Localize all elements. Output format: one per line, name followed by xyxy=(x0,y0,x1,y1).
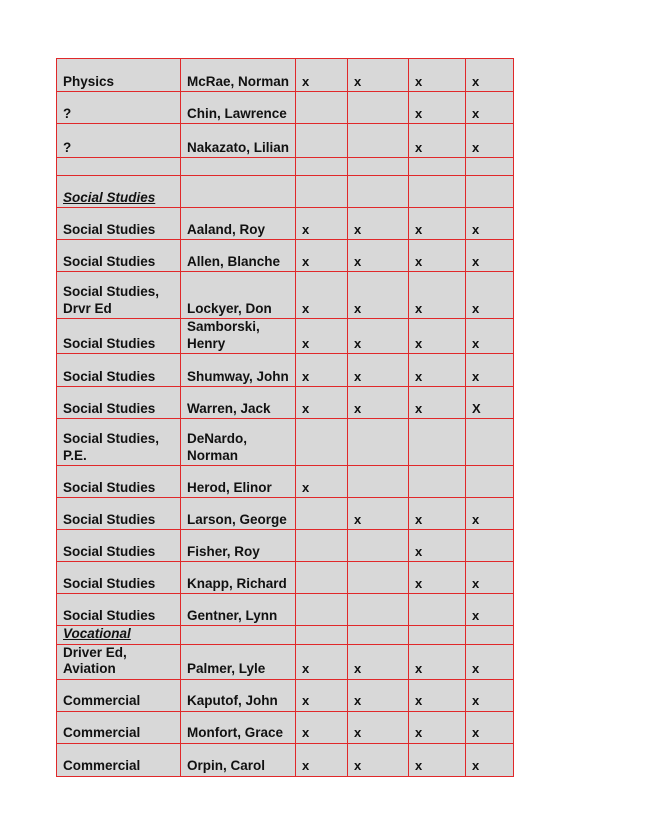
mark-cell-1: x xyxy=(296,466,348,498)
table-row xyxy=(57,711,514,743)
mark-cell-4: x xyxy=(466,319,514,354)
mark-cell-4: x xyxy=(466,354,514,387)
teacher-cell: Allen, Blanche xyxy=(181,240,296,272)
mark-cell-3: x xyxy=(409,354,466,387)
mark-cell-2: x xyxy=(348,743,409,776)
teacher-cell: Nakazato, Lilian xyxy=(181,124,296,158)
mark-cell-2 xyxy=(348,419,409,466)
subject-cell: Social Studies xyxy=(57,387,181,419)
subject-cell: Physics xyxy=(57,59,181,92)
mark-cell-2: x xyxy=(348,498,409,530)
teacher-cell: Monfort, Grace xyxy=(181,711,296,743)
teacher-cell: Samborski, Henry xyxy=(181,319,296,354)
teacher-cell: Orpin, Carol xyxy=(181,743,296,776)
teacher-cell: Chin, Lawrence xyxy=(181,92,296,124)
teacher-cell: Fisher, Roy xyxy=(181,530,296,562)
table-row xyxy=(57,387,514,419)
mark-cell-2: x xyxy=(348,319,409,354)
mark-cell-2: x xyxy=(348,711,409,743)
mark-cell-2: x xyxy=(348,354,409,387)
mark-cell-4 xyxy=(466,158,514,176)
subject-cell: Social Studies xyxy=(57,240,181,272)
subject-cell: Social Studies xyxy=(57,208,181,240)
subject-cell: Social Studies xyxy=(57,498,181,530)
mark-cell-4: x xyxy=(466,272,514,319)
mark-cell-2 xyxy=(348,158,409,176)
subject-cell: Social Studies xyxy=(57,562,181,594)
mark-cell-2: x xyxy=(348,272,409,319)
mark-cell-1: x xyxy=(296,272,348,319)
table-row xyxy=(57,644,514,679)
mark-cell-1: x xyxy=(296,711,348,743)
mark-cell-3: x xyxy=(409,562,466,594)
table-row xyxy=(57,419,514,466)
teacher-cell xyxy=(181,176,296,208)
mark-cell-1 xyxy=(296,594,348,626)
subject-cell: Social Studies xyxy=(57,466,181,498)
mark-cell-4: x xyxy=(466,208,514,240)
teacher-cell: Aaland, Roy xyxy=(181,208,296,240)
teacher-cell: Larson, George xyxy=(181,498,296,530)
section-title: Vocational xyxy=(57,626,181,645)
mark-cell-4: x xyxy=(466,711,514,743)
table-row xyxy=(57,498,514,530)
mark-cell-3: x xyxy=(409,319,466,354)
teacher-cell: Herod, Elinor xyxy=(181,466,296,498)
mark-cell-4 xyxy=(466,530,514,562)
subject-cell: Driver Ed, Aviation xyxy=(57,644,181,679)
mark-cell-2: x xyxy=(348,679,409,711)
table-row xyxy=(57,319,514,354)
subject-cell xyxy=(57,158,181,176)
teacher-cell: McRae, Norman xyxy=(181,59,296,92)
staff-table xyxy=(56,58,514,777)
subject-cell: Social Studies xyxy=(57,530,181,562)
mark-cell-4: x xyxy=(466,240,514,272)
mark-cell-1: x xyxy=(296,743,348,776)
table-row xyxy=(57,208,514,240)
mark-cell-3: x xyxy=(409,92,466,124)
mark-cell-1 xyxy=(296,626,348,645)
subject-cell: Social Studies, P.E. xyxy=(57,419,181,466)
teacher-cell: Kaputof, John xyxy=(181,679,296,711)
table-row xyxy=(57,530,514,562)
mark-cell-4 xyxy=(466,626,514,645)
mark-cell-4: x xyxy=(466,124,514,158)
mark-cell-3: x xyxy=(409,387,466,419)
mark-cell-4: x xyxy=(466,562,514,594)
mark-cell-4: X xyxy=(466,387,514,419)
mark-cell-3 xyxy=(409,419,466,466)
mark-cell-3 xyxy=(409,176,466,208)
teacher-cell: DeNardo, Norman xyxy=(181,419,296,466)
mark-cell-2: x xyxy=(348,59,409,92)
mark-cell-2: x xyxy=(348,644,409,679)
mark-cell-4: x xyxy=(466,644,514,679)
mark-cell-1 xyxy=(296,498,348,530)
mark-cell-3 xyxy=(409,466,466,498)
mark-cell-3: x xyxy=(409,679,466,711)
subject-cell: Social Studies xyxy=(57,354,181,387)
section-header-row xyxy=(57,626,514,645)
teacher-cell xyxy=(181,626,296,645)
teacher-cell: Knapp, Richard xyxy=(181,562,296,594)
mark-cell-1: x xyxy=(296,319,348,354)
staff-table-body xyxy=(57,59,514,777)
section-title: Social Studies xyxy=(57,176,181,208)
subject-cell: ? xyxy=(57,92,181,124)
mark-cell-2 xyxy=(348,562,409,594)
teacher-cell: Gentner, Lynn xyxy=(181,594,296,626)
table-row xyxy=(57,158,514,176)
mark-cell-1 xyxy=(296,419,348,466)
mark-cell-1: x xyxy=(296,208,348,240)
mark-cell-3: x xyxy=(409,530,466,562)
table-row xyxy=(57,240,514,272)
table-row xyxy=(57,59,514,92)
mark-cell-2: x xyxy=(348,208,409,240)
subject-cell: Social Studies xyxy=(57,594,181,626)
mark-cell-2 xyxy=(348,594,409,626)
mark-cell-4: x xyxy=(466,498,514,530)
mark-cell-4: x xyxy=(466,679,514,711)
mark-cell-2 xyxy=(348,530,409,562)
mark-cell-3: x xyxy=(409,240,466,272)
table-row xyxy=(57,594,514,626)
mark-cell-3 xyxy=(409,626,466,645)
mark-cell-3: x xyxy=(409,498,466,530)
mark-cell-3: x xyxy=(409,644,466,679)
teacher-cell: Shumway, John xyxy=(181,354,296,387)
mark-cell-4 xyxy=(466,466,514,498)
mark-cell-3: x xyxy=(409,272,466,319)
mark-cell-1: x xyxy=(296,644,348,679)
mark-cell-1: x xyxy=(296,387,348,419)
section-header-row xyxy=(57,176,514,208)
subject-cell: Social Studies xyxy=(57,319,181,354)
mark-cell-1 xyxy=(296,176,348,208)
teacher-cell: Palmer, Lyle xyxy=(181,644,296,679)
table-row xyxy=(57,562,514,594)
mark-cell-1: x xyxy=(296,240,348,272)
teacher-cell: Warren, Jack xyxy=(181,387,296,419)
table-row xyxy=(57,272,514,319)
table-row xyxy=(57,124,514,158)
mark-cell-4: x xyxy=(466,594,514,626)
table-row xyxy=(57,92,514,124)
table-row xyxy=(57,743,514,776)
mark-cell-3: x xyxy=(409,59,466,92)
subject-cell: Commercial xyxy=(57,711,181,743)
teacher-cell: Lockyer, Don xyxy=(181,272,296,319)
mark-cell-3: x xyxy=(409,124,466,158)
mark-cell-1 xyxy=(296,124,348,158)
mark-cell-3: x xyxy=(409,208,466,240)
mark-cell-2 xyxy=(348,92,409,124)
mark-cell-2 xyxy=(348,466,409,498)
subject-cell: ? xyxy=(57,124,181,158)
subject-cell: Commercial xyxy=(57,679,181,711)
table-row xyxy=(57,466,514,498)
mark-cell-4 xyxy=(466,176,514,208)
mark-cell-1 xyxy=(296,562,348,594)
mark-cell-3: x xyxy=(409,743,466,776)
mark-cell-2: x xyxy=(348,387,409,419)
mark-cell-4: x xyxy=(466,59,514,92)
mark-cell-3 xyxy=(409,158,466,176)
table-row xyxy=(57,679,514,711)
mark-cell-3: x xyxy=(409,711,466,743)
mark-cell-4: x xyxy=(466,92,514,124)
teacher-cell xyxy=(181,158,296,176)
table-row xyxy=(57,354,514,387)
mark-cell-2 xyxy=(348,626,409,645)
mark-cell-1 xyxy=(296,92,348,124)
mark-cell-2: x xyxy=(348,240,409,272)
mark-cell-1: x xyxy=(296,59,348,92)
mark-cell-1: x xyxy=(296,679,348,711)
subject-cell: Commercial xyxy=(57,743,181,776)
mark-cell-4: x xyxy=(466,743,514,776)
mark-cell-1: x xyxy=(296,354,348,387)
mark-cell-3 xyxy=(409,594,466,626)
mark-cell-1 xyxy=(296,158,348,176)
mark-cell-1 xyxy=(296,530,348,562)
mark-cell-2 xyxy=(348,124,409,158)
subject-cell: Social Studies, Drvr Ed xyxy=(57,272,181,319)
mark-cell-2 xyxy=(348,176,409,208)
mark-cell-4 xyxy=(466,419,514,466)
